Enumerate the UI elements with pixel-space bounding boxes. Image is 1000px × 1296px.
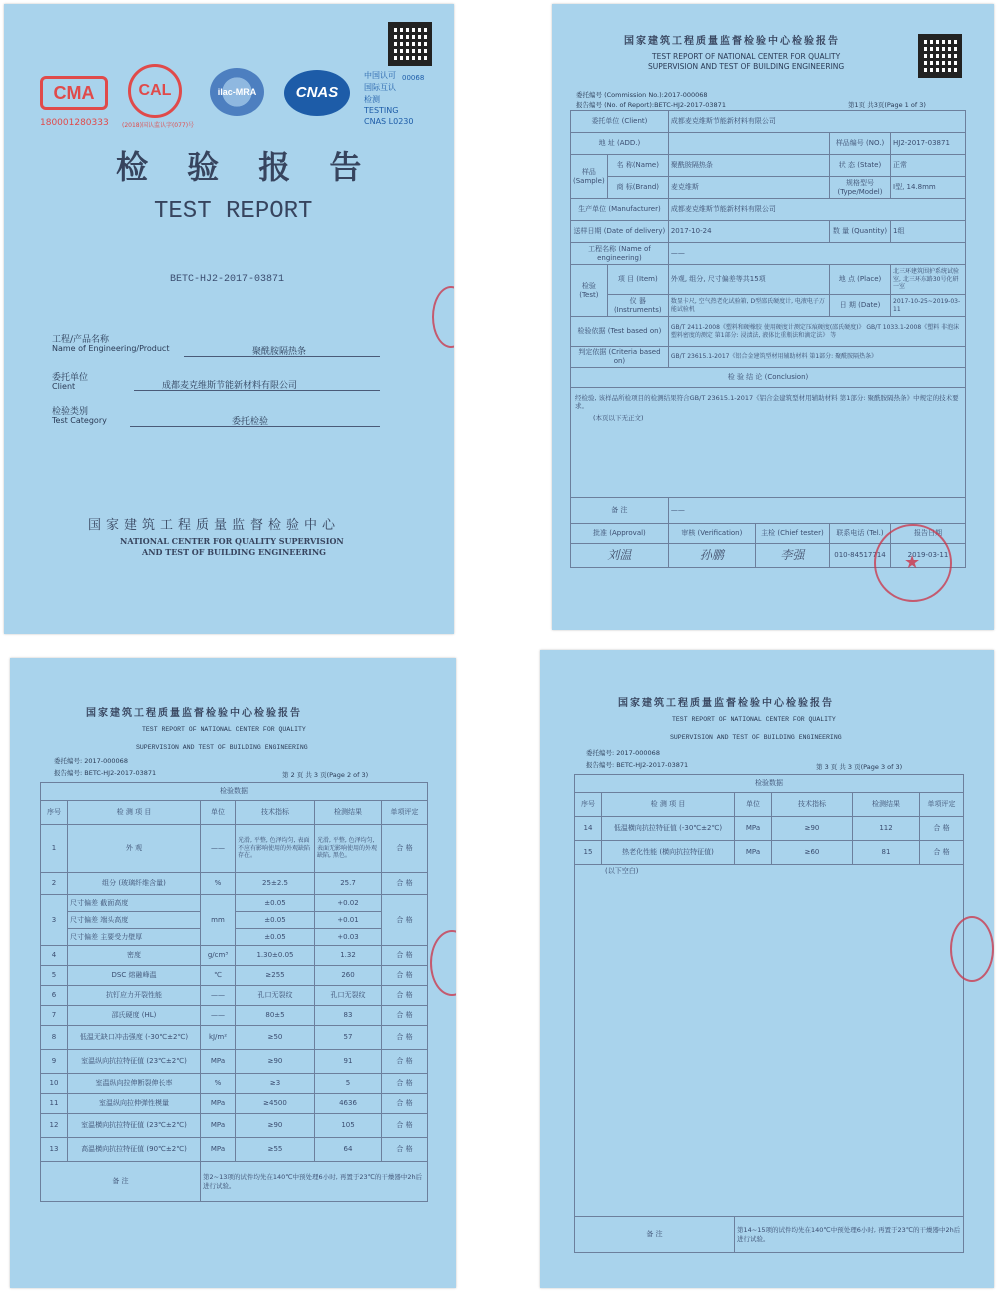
row-item: 低温无缺口冲击强度 (-30℃±2℃) — [68, 1026, 201, 1050]
product-underline — [184, 356, 380, 357]
table-row — [575, 817, 964, 841]
p2-table-title: 检验数据 — [41, 783, 428, 801]
row-eval: 合 格 — [382, 986, 428, 1006]
p1-conclusion-note: (本页以下无正文) — [593, 413, 644, 422]
row-item: DSC 熔融峰温 — [68, 966, 201, 986]
p3-header-row — [575, 793, 964, 817]
p3-col-eval: 单项评定 — [920, 793, 964, 817]
product-label-en: Name of Engineering/Product — [52, 344, 170, 353]
qr-code — [388, 22, 432, 66]
p2-page-no: 第 2 页 共 3 页(Page 2 of 3) — [282, 771, 369, 779]
p1-tel-label: 联系电话 (Tel.) — [830, 523, 891, 543]
cnas-text-3: 检测 — [364, 95, 380, 104]
row-item: 低温横向抗拉特征值 (-30℃±2℃) — [602, 817, 735, 841]
row-eval: 合 格 — [382, 825, 428, 873]
row-eval: 合 格 — [382, 1094, 428, 1114]
p3-col-spec: 技术指标 — [772, 793, 853, 817]
p1-item-value: 外观, 组分, 尺寸偏差等共15项 — [668, 265, 829, 295]
client-label-cn: 委托单位 — [52, 373, 89, 383]
p1-eng-label: 工程名称 (Name of engineering) — [571, 243, 669, 265]
row-unit: MPa — [735, 817, 772, 841]
p1-delivery-label: 送样日期 (Date of delivery) — [571, 221, 669, 243]
row-spec: 光滑, 平整, 色泽均匀, 表面不应有影响使用的外观缺陷存在。 — [236, 825, 315, 873]
row-item: 抗钉应力开裂性能 — [68, 986, 201, 1006]
p1-chief-label: 主检 (Chief tester) — [755, 523, 829, 543]
p1-qty-label: 数 量 (Quantity) — [830, 221, 891, 243]
row-eval: 合 格 — [382, 946, 428, 966]
p3-commission: 委托编号: 2017-000068 — [586, 749, 660, 757]
row-unit: MPa — [201, 1114, 236, 1138]
client-label-en: Client — [52, 382, 76, 391]
table-row — [41, 1074, 428, 1094]
p1-verify-sign: 孙鹏 — [668, 543, 755, 567]
p1-page-no: 第1页 共3页(Page 1 of 3) — [848, 101, 926, 109]
row-spec: ≥4500 — [236, 1094, 315, 1114]
p3-table-title: 检验数据 — [575, 775, 964, 793]
p1-state-label: 状 态 (State) — [830, 155, 891, 177]
row-eval: 合 格 — [382, 1074, 428, 1094]
p1-model-value: I型, 14.8mm — [891, 177, 966, 199]
p1-sample-label: 样品 (Sample) — [571, 155, 608, 199]
p3-report-no: 报告编号: BETC-HJ2-2017-03871 — [586, 761, 689, 769]
row-spec: ≥3 — [236, 1074, 315, 1094]
row-unit: MPa — [201, 1094, 236, 1114]
center-name-cn: 国家建筑工程质量监督检验中心 — [88, 518, 341, 533]
p1-mfr-label: 生产单位 (Manufacturer) — [571, 199, 669, 221]
row-no: 4 — [41, 946, 68, 966]
p1-conclusion-label: 检 验 结 论 (Conclusion) — [571, 367, 966, 387]
row-spec: ≥90 — [236, 1050, 315, 1074]
row-no: 5 — [41, 966, 68, 986]
row-result: +0.03 — [315, 929, 382, 946]
cover-page — [4, 4, 454, 634]
p2-header-en-2: SUPERVISION AND TEST OF BUILDING ENGINEERING — [136, 744, 308, 751]
row-eval: 合 格 — [382, 1006, 428, 1026]
p1-state-value: 正常 — [891, 155, 966, 177]
p1-commission: 委托编号 (Commission No.):2017-000068 — [576, 91, 708, 99]
p3-header-en-1: TEST REPORT OF NATIONAL CENTER FOR QUALITY — [672, 716, 836, 723]
row-eval: 合 格 — [382, 966, 428, 986]
row-item: 热老化性能 (横向抗拉特征值) — [602, 841, 735, 865]
p1-name-label: 名 称(Name) — [607, 155, 668, 177]
table-row — [575, 841, 964, 865]
row-eval: 合 格 — [382, 1050, 428, 1074]
row-result: 5 — [315, 1074, 382, 1094]
report-page-1 — [552, 4, 994, 630]
row-item: 室温纵向抗拉特征值 (23℃±2℃) — [68, 1050, 201, 1074]
p1-qr-code — [918, 34, 962, 78]
row-eval: 合 格 — [382, 895, 428, 946]
p1-item-label: 项 目 (Item) — [607, 265, 668, 295]
category-underline — [130, 426, 380, 427]
p1-eng-value: —— — [668, 243, 965, 265]
p1-header-en-1: TEST REPORT OF NATIONAL CENTER FOR QUALITY — [652, 52, 841, 61]
table-row — [41, 1138, 428, 1162]
p1-place-label: 地 点 (Place) — [830, 265, 891, 295]
row-unit: MPa — [735, 841, 772, 865]
p3-remark-label: 备 注 — [575, 1217, 735, 1253]
cnas-text-2: 国际互认 — [364, 83, 396, 92]
row-item: 外 观 — [68, 825, 201, 873]
row-spec: 80±5 — [236, 1006, 315, 1026]
row-item: 尺寸偏差 端头高度 — [68, 912, 201, 929]
p1-report-no: 报告编号 (No. of Report):BETC-HJ2-2017-03871 — [576, 101, 726, 109]
p1-official-stamp: ★ — [874, 524, 952, 602]
row-item: 密度 — [68, 946, 201, 966]
p3-edge-seal — [950, 916, 994, 982]
product-value: 聚酰胺隔热条 — [252, 347, 307, 357]
row-result: 91 — [315, 1050, 382, 1074]
row-spec: ≥60 — [772, 841, 853, 865]
row-result: 57 — [315, 1026, 382, 1050]
p1-tel-value: 010-84517714 — [830, 543, 891, 567]
row-eval: 合 格 — [920, 817, 964, 841]
p1-addr-value — [668, 133, 829, 155]
table-row — [41, 986, 428, 1006]
row-result: 64 — [315, 1138, 382, 1162]
p1-issue-value: 2019-03-11 — [891, 543, 966, 567]
row-item: 高温横向抗拉特征值 (90℃±2℃) — [68, 1138, 201, 1162]
table-row — [41, 1094, 428, 1114]
row-unit: ℃ — [201, 966, 236, 986]
p1-info-table — [570, 110, 966, 568]
p3-remark-value: 第14~15项的试件均先在140℃中预处理6小时, 再置于23℃的干燥器中2h后进行试验。 — [735, 1217, 964, 1253]
p1-mfr-value: 成都麦克维斯节能新材料有限公司 — [668, 199, 965, 221]
row-result: +0.02 — [315, 895, 382, 912]
row-no: 13 — [41, 1138, 68, 1162]
p2-col-spec: 技术指标 — [236, 801, 315, 825]
p1-instr-label: 仪 器 (Instruments) — [607, 295, 668, 317]
row-no: 9 — [41, 1050, 68, 1074]
table-row — [41, 966, 428, 986]
row-no: 15 — [575, 841, 602, 865]
p1-remark-value: —— — [668, 497, 965, 523]
row-spec: 25±2.5 — [236, 873, 315, 895]
cnas-suffix: 00068 — [402, 74, 425, 82]
report-page-2 — [10, 658, 456, 1288]
p1-header-en-2: SUPERVISION AND TEST OF BUILDING ENGINEERING — [648, 62, 845, 71]
p1-basis-label: 检验依据 (Test based on) — [571, 317, 669, 347]
p2-col-item: 检 测 项 目 — [68, 801, 201, 825]
row-item: 室温横向抗拉特征值 (23℃±2℃) — [68, 1114, 201, 1138]
p3-data-table — [574, 774, 964, 1253]
p2-header-en-1: TEST REPORT OF NATIONAL CENTER FOR QUALITY — [142, 726, 306, 733]
p1-remark-label: 备 注 — [571, 497, 669, 523]
row-item: 组分 (玻璃纤维含量) — [68, 873, 201, 895]
row-result: 260 — [315, 966, 382, 986]
row-spec: ±0.05 — [236, 929, 315, 946]
row-spec: ≥90 — [236, 1114, 315, 1138]
cover-report-no: BETC-HJ2-2017-03871 — [170, 274, 285, 285]
cma-logo: CMA — [40, 76, 110, 116]
row-result: 112 — [853, 817, 920, 841]
p1-qty-value: 1组 — [891, 221, 966, 243]
cal-number: (2018)国认监认字(077)号 — [122, 122, 195, 129]
row-spec: ≥255 — [236, 966, 315, 986]
row-unit: % — [201, 1074, 236, 1094]
row-result: 1.32 — [315, 946, 382, 966]
table-row — [41, 1006, 428, 1026]
row-result: 25.7 — [315, 873, 382, 895]
report-page-3 — [540, 650, 994, 1288]
table-row — [41, 895, 428, 912]
row-spec: 1.30±0.05 — [236, 946, 315, 966]
row-eval: 合 格 — [920, 841, 964, 865]
row-result: 105 — [315, 1114, 382, 1138]
category-label-cn: 检验类别 — [52, 407, 89, 417]
row-no: 11 — [41, 1094, 68, 1114]
row-unit: —— — [201, 986, 236, 1006]
row-item: 室温纵向拉伸弹性模量 — [68, 1094, 201, 1114]
row-result: 4636 — [315, 1094, 382, 1114]
p1-instr-value: 数显卡尺, 空气热老化试验箱, D型邵氏硬度计, 电液电子万能试验机 — [668, 295, 829, 317]
row-no: 8 — [41, 1026, 68, 1050]
row-no: 12 — [41, 1114, 68, 1138]
p1-approval-label: 批准 (Approval) — [571, 523, 669, 543]
p1-header-cn: 国家建筑工程质量监督检验中心检验报告 — [624, 36, 840, 47]
p2-remark-label: 备 注 — [41, 1162, 201, 1202]
row-unit: MPa — [201, 1050, 236, 1074]
cal-logo: CAL — [128, 64, 190, 116]
row-no: 6 — [41, 986, 68, 1006]
cnas-logo: CNAS — [284, 70, 356, 122]
p3-header-cn: 国家建筑工程质量监督检验中心检验报告 — [618, 698, 834, 709]
row-spec: ±0.05 — [236, 912, 315, 929]
row-unit: g/cm³ — [201, 946, 236, 966]
p3-below-note: (以下空白) — [605, 867, 639, 875]
row-eval: 合 格 — [382, 1138, 428, 1162]
row-no: 1 — [41, 825, 68, 873]
cnas-text-5: CNAS L0230 — [364, 117, 414, 126]
p3-blank-area — [575, 865, 964, 1217]
row-spec: ≥55 — [236, 1138, 315, 1162]
row-unit: % — [201, 873, 236, 895]
row-spec: ≥90 — [772, 817, 853, 841]
center-name-en-2: AND TEST OF BUILDING ENGINEERING — [142, 547, 326, 557]
row-item: 邵氏硬度 (HL) — [68, 1006, 201, 1026]
row-unit: MPa — [201, 1138, 236, 1162]
p3-remark-row — [575, 1217, 964, 1253]
ilac-logo: ilac-MRA — [210, 68, 274, 120]
p1-criteria-label: 判定依据 (Criteria based on) — [571, 347, 669, 368]
p1-client-value: 成都麦克维斯节能新材料有限公司 — [668, 111, 965, 133]
cover-title-en: TEST REPORT — [154, 198, 313, 225]
product-label-cn: 工程/产品名称 — [52, 335, 110, 345]
row-item: 尺寸偏差 主要受力壁厚 — [68, 929, 201, 946]
p1-sampleno-value: HJ2-2017-03871 — [891, 133, 966, 155]
row-eval: 合 格 — [382, 1026, 428, 1050]
row-spec: 孔口无裂纹 — [236, 986, 315, 1006]
p3-header-en-2: SUPERVISION AND TEST OF BUILDING ENGINEERING — [670, 734, 842, 741]
row-result: 81 — [853, 841, 920, 865]
p2-col-no: 序号 — [41, 801, 68, 825]
edge-seal — [432, 286, 454, 348]
table-row — [41, 873, 428, 895]
table-row — [41, 825, 428, 873]
p2-header-row — [41, 801, 428, 825]
p1-chief-sign: 李强 — [755, 543, 829, 567]
cover-title-cn: 检 验 报 告 — [116, 148, 376, 186]
client-underline — [134, 390, 380, 391]
row-unit: kJ/m² — [201, 1026, 236, 1050]
row-unit: —— — [201, 825, 236, 873]
row-item: 尺寸偏差 截面高度 — [68, 895, 201, 912]
p1-sampleno-label: 样品编号 (NO.) — [830, 133, 891, 155]
row-result: 83 — [315, 1006, 382, 1026]
table-row — [41, 1114, 428, 1138]
p2-data-table — [40, 782, 428, 1202]
p1-date-value: 2017-10-25~2019-03-11 — [891, 295, 966, 317]
cma-number: 180001280333 — [40, 118, 109, 128]
p2-commission: 委托编号: 2017-000068 — [54, 757, 128, 765]
cnas-text-1: 中国认可 — [364, 71, 396, 80]
row-unit: mm — [201, 895, 236, 946]
cnas-text-4: TESTING — [364, 106, 399, 115]
row-no: 7 — [41, 1006, 68, 1026]
p1-basis-value: GB/T 2411-2008《塑料和硬橡胶 使用硬度计测定压痕硬度(邵氏硬度)》 GB/T 1033.1-2008《塑料 非泡沫塑料密度的测定 第1部分: 浸渍法, 液体比重瓶法和滴定法》 等 — [668, 317, 965, 347]
p1-name-value: 聚酰胺隔热条 — [668, 155, 829, 177]
p2-remark-row — [41, 1162, 428, 1202]
p2-header-cn: 国家建筑工程质量监督检验中心检验报告 — [86, 708, 302, 719]
p3-col-unit: 单位 — [735, 793, 772, 817]
p1-verify-label: 审核 (Verification) — [668, 523, 755, 543]
p1-date-label: 日 期 (Date) — [830, 295, 891, 317]
row-result: +0.01 — [315, 912, 382, 929]
p3-col-item: 检 测 项 目 — [602, 793, 735, 817]
row-no: 3 — [41, 895, 68, 946]
row-spec: ±0.05 — [236, 895, 315, 912]
row-eval: 合 格 — [382, 873, 428, 895]
p2-remark-value: 第2~13项的试件均先在140℃中预处理6小时, 再置于23℃的干燥器中2h后进行试验。 — [201, 1162, 428, 1202]
p1-brand-label: 商 标(Brand) — [607, 177, 668, 199]
row-eval: 合 格 — [382, 1114, 428, 1138]
p3-page-no: 第 3 页 共 3 页(Page 3 of 3) — [816, 763, 903, 771]
row-item: 室温纵向拉伸断裂伸长率 — [68, 1074, 201, 1094]
p1-approval-sign: 刘温 — [571, 543, 669, 567]
row-result: 光滑, 平整, 色泽均匀, 表面无影响使用的外观缺陷, 黑色。 — [315, 825, 382, 873]
table-row — [41, 946, 428, 966]
p1-conclusion-text: 经检验, 该样品所检项目的检测结果符合GB/T 23615.1-2017《铝合金建筑型材用辅助材料 第1部分: 聚酰胺隔热条》中规定的技术要求。 — [575, 393, 959, 410]
p3-col-result: 检测结果 — [853, 793, 920, 817]
p1-brand-value: 麦克维斯 — [668, 177, 829, 199]
table-row — [41, 1050, 428, 1074]
p3-col-no: 序号 — [575, 793, 602, 817]
row-result: 孔口无裂纹 — [315, 986, 382, 1006]
table-row — [41, 1026, 428, 1050]
p2-col-result: 检测结果 — [315, 801, 382, 825]
row-no: 10 — [41, 1074, 68, 1094]
p1-criteria-value: GB/T 23615.1-2017《铝合金建筑型材用辅助材料 第1部分: 聚酰胺隔热条》 — [668, 347, 965, 368]
p1-model-label: 规格型号 (Type/Model) — [830, 177, 891, 199]
center-name-en-1: NATIONAL CENTER FOR QUALITY SUPERVISION — [120, 536, 344, 546]
row-no: 14 — [575, 817, 602, 841]
row-spec: ≥50 — [236, 1026, 315, 1050]
client-value: 成都麦克维斯节能新材料有限公司 — [162, 381, 298, 391]
p1-issue-label: 报告日期 — [891, 523, 966, 543]
p1-delivery-value: 2017-10-24 — [668, 221, 829, 243]
p1-client-label: 委托单位 (Client) — [571, 111, 669, 133]
p1-place-value: 北三环建筑围护系统试验室, 北三环东路30号化研一室 — [891, 265, 966, 295]
category-label-en: Test Category — [52, 416, 107, 425]
p1-conclusion-cell — [571, 387, 966, 497]
p2-col-unit: 单位 — [201, 801, 236, 825]
row-unit: —— — [201, 1006, 236, 1026]
category-value: 委托检验 — [232, 417, 269, 427]
p2-edge-seal — [430, 930, 456, 996]
p2-report-no: 报告编号: BETC-HJ2-2017-03871 — [54, 769, 157, 777]
p2-col-eval: 单项评定 — [382, 801, 428, 825]
row-no: 2 — [41, 873, 68, 895]
p1-test-label: 检验 (Test) — [571, 265, 608, 317]
p1-addr-label: 地 址 (ADD.) — [571, 133, 669, 155]
